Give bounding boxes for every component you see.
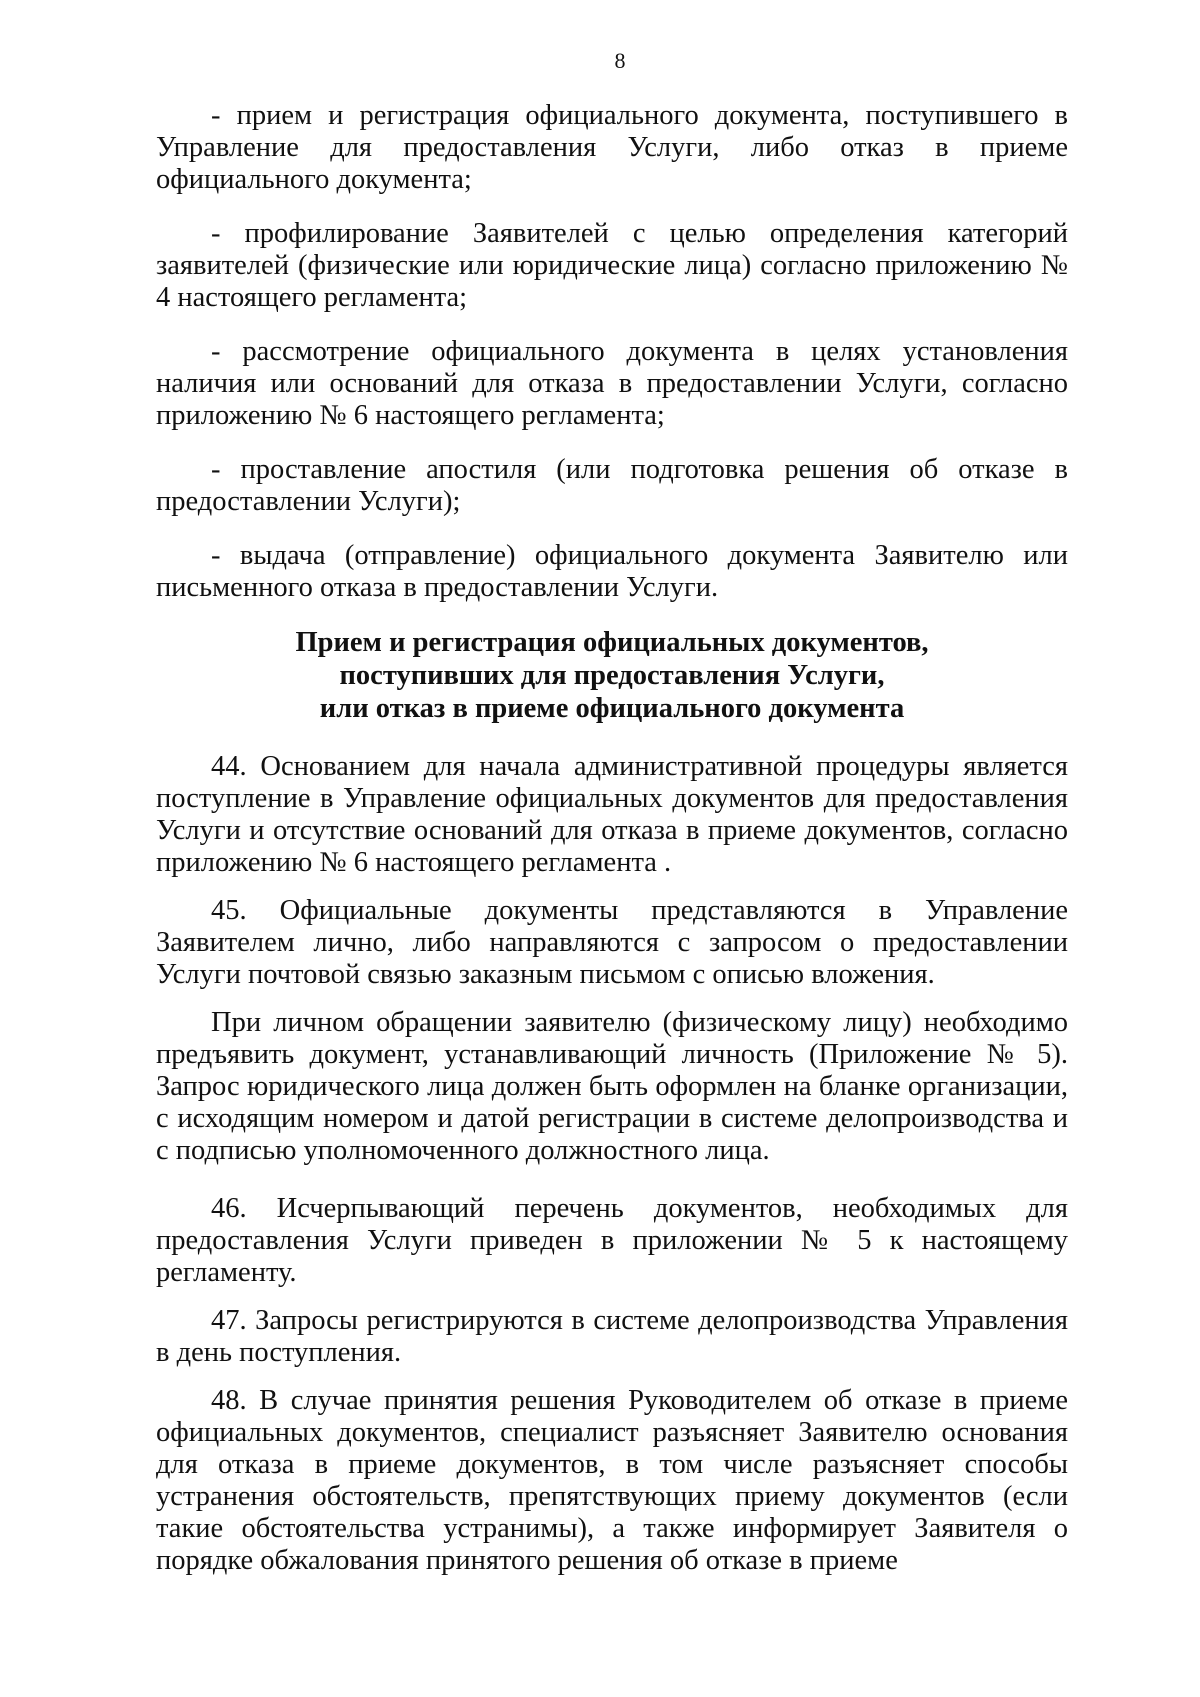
paragraph-47: 47. Запросы регистрируются в системе делопроизводства Управления в день поступления. (156, 1305, 1068, 1368)
section-heading (156, 626, 1068, 725)
section-heading-line: Прием и регистрация официальных документов, (295, 627, 929, 658)
paragraph-personal-visit: При личном обращении заявителю (физическому лицу) необходимо предъявить документ, устанавливающий личность (Приложение № 5). Запрос юридического лица должен быть оформлен на бланке организации, с исходящим номером и датой регистрации в системе делопроизводства и с подписью уполномоченного должностного лица. (156, 1007, 1068, 1166)
list-item: - прием и регистрация официального документа, поступившего в Управление для предоставления Услуги, либо отказ в приеме официального документа; (156, 100, 1068, 195)
list-item: - проставление апостиля (или подготовка решения об отказе в предоставлении Услуги); (156, 454, 1068, 517)
section-heading-line: поступивших для предоставления Услуги, (339, 660, 885, 691)
list-item: - выдача (отправление) официального документа Заявителю или письменного отказа в предоставлении Услуги. (156, 540, 1068, 603)
section-heading-line: или отказ в приеме официального документа (319, 693, 905, 724)
page-number: 8 (614, 48, 626, 73)
list-item: - профилирование Заявителей с целью определения категорий заявителей (физические или юридические лица) согласно приложению № 4 настоящего регламента; (156, 218, 1068, 313)
list-item: - рассмотрение официального документа в целях установления наличия или оснований для отказа в предоставлении Услуги, согласно приложению № 6 настоящего регламента; (156, 336, 1068, 431)
paragraph-46: 46. Исчерпывающий перечень документов, необходимых для предоставления Услуги приведен в приложении № 5 к настоящему регламенту. (156, 1193, 1068, 1288)
paragraph-48: 48. В случае принятия решения Руководителем об отказе в приеме официальных документов, специалист разъясняет Заявителю основания для отказа в приеме документов, в том числе разъясняет способы устранения обстоятельств, препятствующих приему документов (если такие обстоятельства устранимы), а также информирует Заявителя о порядке обжалования принятого решения об отказе в приеме (156, 1385, 1068, 1576)
document-body (156, 100, 1068, 1593)
paragraph-44: 44. Основанием для начала административной процедуры является поступление в Управление официальных документов для предоставления Услуги и отсутствие оснований для отказа в приеме документов, согласно приложению № 6 настоящего регламента . (156, 751, 1068, 878)
paragraph-45: 45. Официальные документы представляются в Управление Заявителем лично, либо направляются с запросом о предоставлении Услуги почтовой связью заказным письмом с описью вложения. (156, 895, 1068, 990)
